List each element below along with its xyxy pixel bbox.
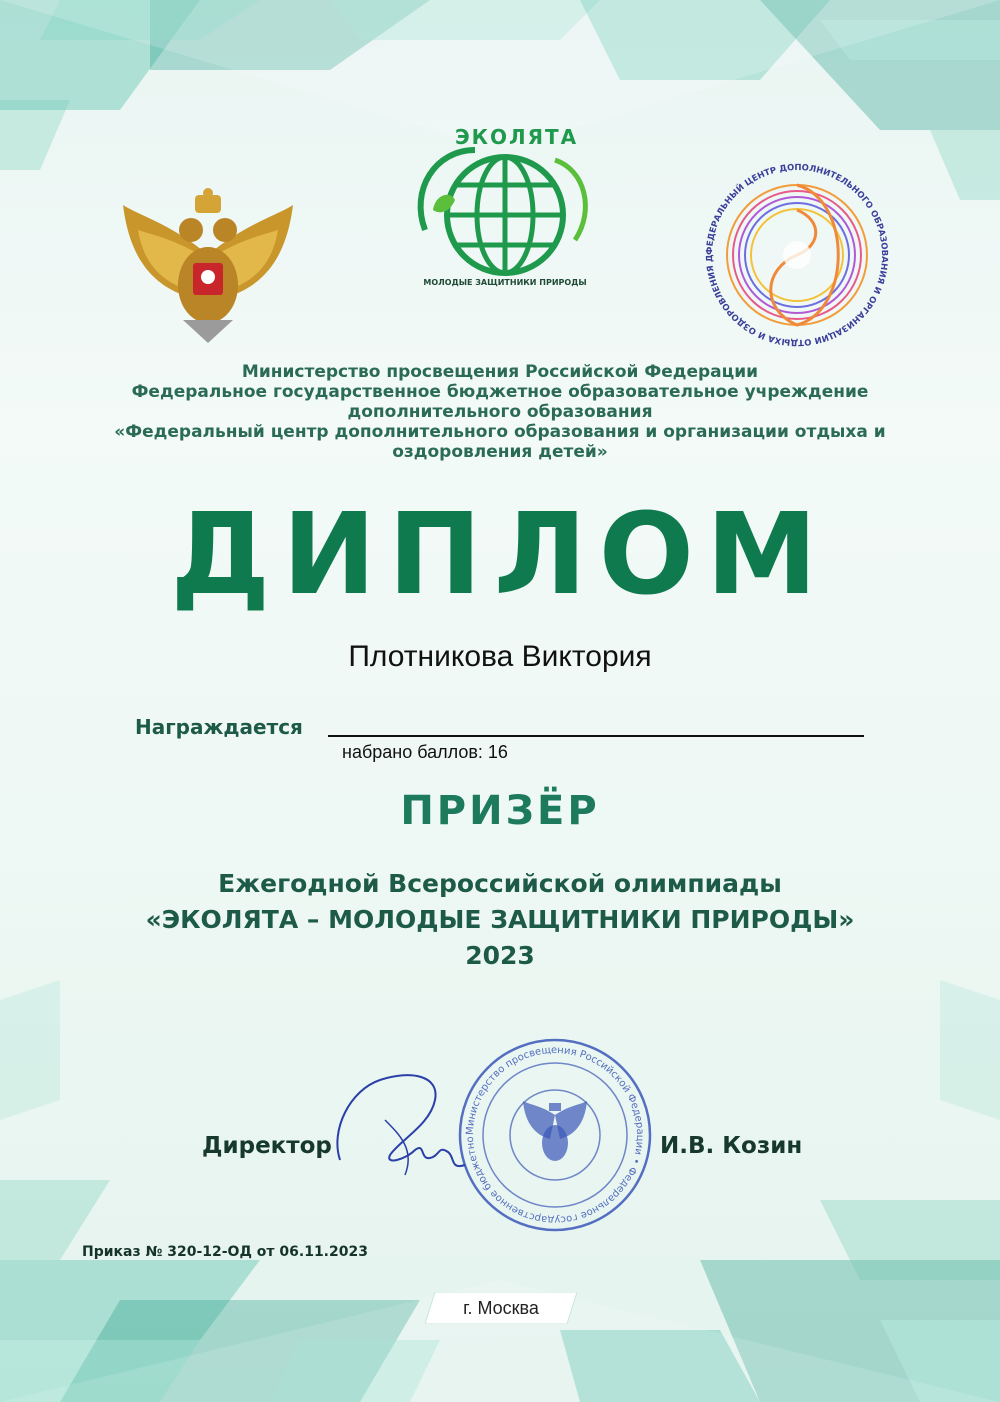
city-badge: [425, 1292, 577, 1324]
diploma-title: ДИПЛОМ: [170, 490, 830, 620]
org-line-2: Федеральное государственное бюджетное образовательное учреждение: [131, 382, 869, 402]
event-line-1: Ежегодной Всероссийской олимпиады: [218, 869, 782, 898]
federal-center-ring-text: ФЕДЕРАЛЬНЫЙ ЦЕНТР ДОПОЛНИТЕЛЬНОГО ОБРАЗОВАНИЯ И ОРГАНИЗАЦИИ ОТДЫХА И ОЗДОРОВЛЕНИЯ Д: [704, 162, 890, 348]
director-name: И.В. Козин: [660, 1133, 803, 1159]
recipient-name: Плотникова Виктория: [348, 640, 652, 673]
eagle-emblem-icon: [113, 185, 303, 345]
org-line-5: оздоровления детей»: [392, 442, 608, 462]
city-name: г. Москва: [463, 1298, 539, 1318]
event-line-2: «ЭКОЛЯТА – МОЛОДЫЕ ЗАЩИТНИКИ ПРИРОДЫ»: [145, 905, 855, 934]
ecolyata-logo-title: ЭКОЛЯТА: [455, 125, 579, 149]
org-line-4: «Федеральный центр дополнительного образования и организации отдыха и: [114, 422, 886, 442]
ecolyata-logo: [405, 120, 605, 300]
event-year: 2023: [465, 941, 535, 970]
awarded-label: Награждается: [135, 715, 303, 739]
federal-center-logo: [702, 160, 892, 350]
org-line-3: дополнительного образования: [347, 402, 653, 422]
score-text: набрано баллов: 16: [342, 742, 508, 762]
ecolyata-logo-subtitle: МОЛОДЫЕ ЗАЩИТНИКИ ПРИРОДЫ: [423, 278, 587, 287]
org-line-1: Министерство просвещения Российской Федерации: [241, 362, 759, 382]
stamp-text: Министерство просвещения Российской Федерации • Федеральное государственное бюджетно: [464, 1044, 646, 1226]
recipient-underline: [328, 735, 864, 737]
order-number: Приказ № 320-12-ОД от 06.11.2023: [82, 1244, 368, 1260]
official-stamp: [455, 1035, 655, 1235]
director-signature: [330, 1060, 470, 1190]
director-label: Директор: [202, 1133, 332, 1159]
place-title: ПРИЗЁР: [400, 788, 600, 834]
